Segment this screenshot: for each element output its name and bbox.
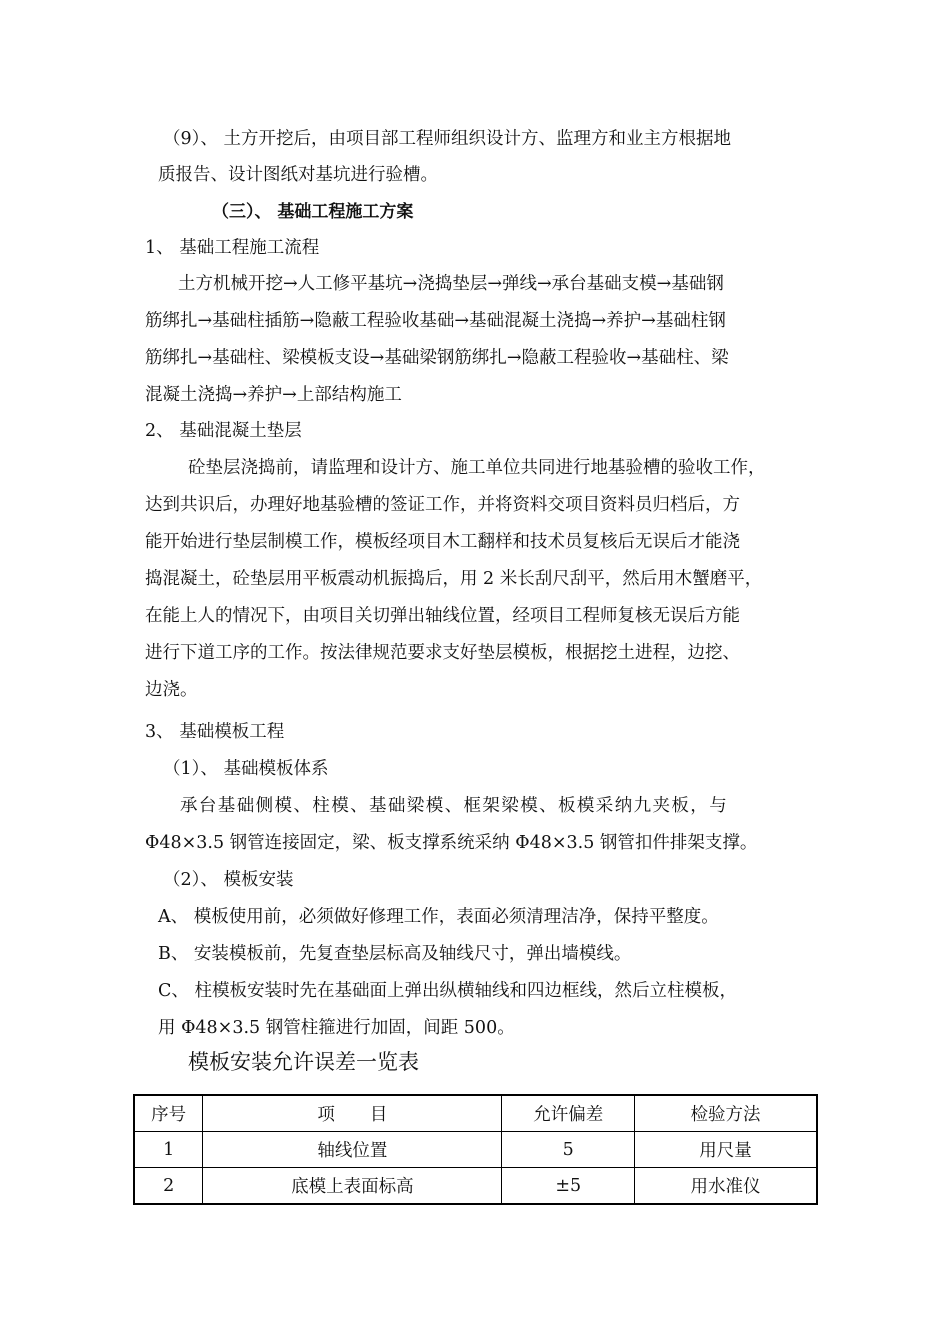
header-cell: 检验方法 xyxy=(635,1095,817,1132)
paragraph-line: 在能上人的情况下，由项目关切弹出轴线位置，经项目工程师复核无误后方能 xyxy=(145,606,740,626)
table-cell: 用水准仪 xyxy=(635,1168,817,1205)
subsection-heading: 1、 基础工程施工流程 xyxy=(145,238,320,258)
paragraph-line: 能开始进行垫层制模工作，模板经项目木工翻样和技术员复核后无误后才能浇 xyxy=(145,532,740,552)
table-header-row xyxy=(134,1095,817,1132)
list-item: B、 安装模板前，先复查垫层标高及轴线尺寸，弹出墙模线。 xyxy=(158,944,632,964)
paragraph-line: Φ48×3.5 钢管连接固定，梁、板支撑系统采纳 Φ48×3.5 钢管扣件排架支撑。 xyxy=(145,833,758,853)
table-cell: 2 xyxy=(134,1168,203,1205)
table-cell: ±5 xyxy=(502,1168,635,1205)
paragraph-line: 砼垫层浇捣前，请监理和设计方、施工单位共同进行地基验槽的验收工作， xyxy=(188,458,766,478)
paragraph-line: 筋绑扎→基础柱插筋→隐蔽工程验收基础→基础混凝土浇捣→养护→基础柱钢 xyxy=(145,311,726,331)
paragraph-line: 边浇。 xyxy=(145,680,198,700)
table-row xyxy=(134,1132,817,1168)
paragraph-line: 承台基础侧模、柱模、基础梁模、框架梁模、板模采纳九夹板，与 xyxy=(180,796,729,816)
table-row xyxy=(134,1168,817,1205)
paragraph-line: （9）、 土方开挖后，由项目部工程师组织设计方、监理方和业主方根据地 xyxy=(163,129,731,149)
table-cell: 底模上表面标高 xyxy=(203,1168,502,1205)
paragraph-line: 土方机械开挖→人工修平基坑→浇捣垫层→弹线→承台基础支模→基础钢 xyxy=(178,274,724,294)
header-cell: 序号 xyxy=(134,1095,203,1132)
table-cell: 1 xyxy=(134,1132,203,1168)
header-cell: 允许偏差 xyxy=(502,1095,635,1132)
list-item: A、 模板使用前，必须做好修理工作，表面必须清理洁净，保持平整度。 xyxy=(158,907,719,927)
paragraph-line: 混凝土浇捣→养护→上部结构施工 xyxy=(145,385,402,405)
subsection-heading: 2、 基础混凝土垫层 xyxy=(145,421,302,441)
subsection-heading: （2）、 模板安装 xyxy=(163,870,294,890)
list-item: 用 Φ48×3.5 钢管柱箍进行加固，间距 500。 xyxy=(158,1018,515,1038)
list-item: C、 柱模板安装时先在基础面上弹出纵横轴线和四边框线，然后立柱模板， xyxy=(158,981,737,1001)
table-title: 模板安装允许误差一览表 xyxy=(188,1050,419,1074)
table-cell: 用尺量 xyxy=(635,1132,817,1168)
paragraph-line: 捣混凝土，砼垫层用平板震动机振捣后，用 2 米长刮尺刮平，然后用木蟹磨平， xyxy=(145,569,763,589)
paragraph-line: 达到共识后，办理好地基验槽的签证工作，并将资料交项目资料员归档后，方 xyxy=(145,495,740,515)
section-heading: （三）、 基础工程施工方案 xyxy=(212,202,414,222)
subsection-heading: 3、 基础模板工程 xyxy=(145,722,285,742)
subsection-heading: （1）、 基础模板体系 xyxy=(163,759,329,779)
tolerance-table xyxy=(133,1094,818,1205)
paragraph-line: 质报告、设计图纸对基坑进行验槽。 xyxy=(158,165,438,185)
table-cell: 5 xyxy=(502,1132,635,1168)
header-cell: 项 目 xyxy=(203,1095,502,1132)
table-cell: 轴线位置 xyxy=(203,1132,502,1168)
paragraph-line: 筋绑扎→基础柱、梁模板支设→基础梁钢筋绑扎→隐蔽工程验收→基础柱、梁 xyxy=(145,348,729,368)
paragraph-line: 进行下道工序的工作。按法律规范要求支好垫层模板，根据挖土进程，边挖、 xyxy=(145,643,740,663)
